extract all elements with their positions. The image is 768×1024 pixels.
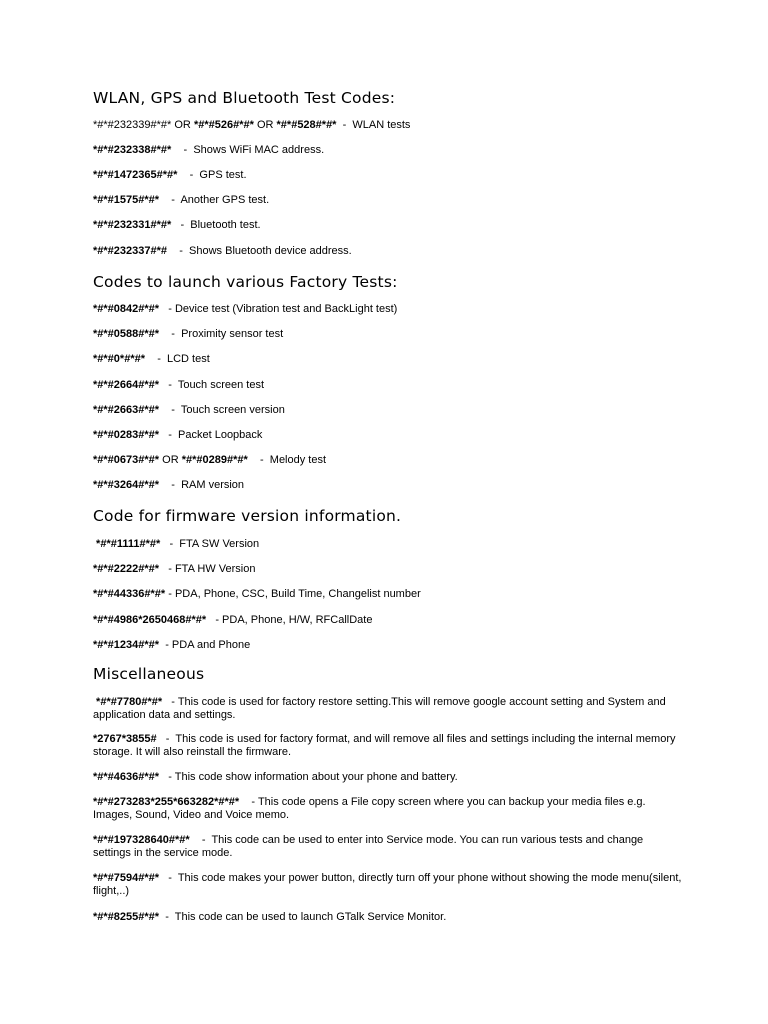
description: - GPS test. (177, 169, 247, 181)
code: *#*#1111#*#* (93, 538, 161, 550)
description: - Shows Bluetooth device address. (167, 245, 352, 257)
code-paragraph (93, 696, 683, 722)
description: - PDA and Phone (159, 639, 251, 651)
code-line (93, 614, 372, 627)
code: *#*#4986*2650468#*#* (93, 614, 207, 626)
code-paragraph (93, 733, 683, 759)
description: - This code can be used to enter into Service mode. You can run various tests and change settings in the service mode. (93, 834, 647, 859)
description: - WLAN tests (336, 119, 411, 131)
code-line (93, 245, 352, 258)
description: - LCD test (145, 353, 210, 365)
section-heading-firmware: Code for firmware version information. (93, 507, 402, 525)
code-paragraph (93, 911, 683, 924)
code: *#*#2222#*#* (93, 563, 160, 575)
code: *#*#0588#*#* (93, 328, 160, 340)
code-line (93, 404, 285, 417)
description: - Another GPS test. (159, 194, 270, 206)
description: - Bluetooth test. (171, 219, 261, 231)
code-line (93, 538, 259, 551)
code: *#*#2663#*#* (93, 404, 160, 416)
separator: OR (253, 119, 277, 131)
separator: OR (171, 119, 194, 131)
code-paragraph (93, 872, 683, 898)
code: *#*#2664#*#* (93, 379, 160, 391)
separator: OR (159, 454, 182, 466)
code: *#*#1575#*#* (93, 194, 160, 206)
code: *#*#4636#*#* (93, 771, 160, 783)
code-line (93, 429, 262, 442)
section-heading-miscellaneous: Miscellaneous (93, 665, 205, 683)
code-line (93, 328, 283, 341)
description: - PDA, Phone, CSC, Build Time, Changelist number (165, 588, 421, 600)
description: - Device test (Vibration test and BackLight test) (159, 303, 398, 315)
code: *#*#8255#*#* (93, 911, 160, 923)
section-heading-factory-tests: Codes to launch various Factory Tests: (93, 273, 398, 291)
code: *#*#0289#*#* (181, 454, 248, 466)
code: *#*#7780#*#* (93, 696, 163, 708)
code-paragraph (93, 796, 683, 822)
description: - This code show information about your phone and battery. (159, 771, 458, 783)
code-paragraph (93, 834, 683, 860)
description: - This code is used for factory format, and will remove all files and settings including the internal memory storage. It will also reinstall the firmware. (93, 733, 679, 758)
code-line (93, 144, 324, 157)
code-line (93, 353, 210, 366)
code: *#*#232339#*#* (93, 119, 172, 131)
description: - This code is used for factory restore setting.This will remove google account setting and System and application data and settings. (93, 696, 669, 721)
code: *#*#273283*255*663282*#*#* (93, 796, 240, 808)
code-line (93, 563, 255, 576)
code: *#*#3264#*#* (93, 479, 160, 491)
code: *#*#197328640#*#* (93, 834, 190, 846)
code-line-melody-test (93, 454, 326, 467)
code-line (93, 219, 261, 232)
code: *#*#232337#*# (93, 245, 168, 257)
description: - PDA, Phone, H/W, RFCallDate (206, 614, 373, 626)
description: - Melody test (247, 454, 327, 466)
code: *#*#0673#*#* (93, 454, 160, 466)
code-line (93, 479, 244, 492)
code: *#*#0*#*#* (93, 353, 145, 365)
description: - This code can be used to launch GTalk Service Monitor. (159, 911, 447, 923)
description: - Packet Loopback (159, 429, 263, 441)
code-paragraph (93, 771, 683, 784)
code-line-wlan-tests (93, 119, 410, 132)
code: *#*#528#*#* (276, 119, 337, 131)
code: *#*#526#*#* (193, 119, 254, 131)
code: *#*#232331#*#* (93, 219, 172, 231)
description: - This code makes your power button, directly turn off your phone without showing the mode menu(silent, flight,..) (93, 872, 685, 897)
code: *#*#1234#*#* (93, 639, 160, 651)
code: *#*#44336#*#* (93, 588, 166, 600)
code: *#*#0842#*#* (93, 303, 160, 315)
code: *#*#232338#*#* (93, 144, 172, 156)
code-line (93, 169, 247, 182)
code-line (93, 639, 250, 652)
description: - Proximity sensor test (159, 328, 284, 340)
section-heading-wlan: WLAN, GPS and Bluetooth Test Codes: (93, 89, 396, 107)
description: - FTA SW Version (160, 538, 260, 550)
description: - This code opens a File copy screen where you can backup your media files e.g. Images, Sound, Video and Voice memo. (93, 796, 649, 821)
description: - Touch screen version (159, 404, 285, 416)
code-line (93, 588, 421, 601)
code: *#*#0283#*#* (93, 429, 160, 441)
description: - Touch screen test (159, 379, 265, 391)
description: - RAM version (159, 479, 245, 491)
description: - FTA HW Version (159, 563, 256, 575)
code-line (93, 303, 397, 316)
code-line (93, 379, 264, 392)
description: - Shows WiFi MAC address. (171, 144, 325, 156)
code: *2767*3855# (93, 733, 157, 745)
code-line (93, 194, 269, 207)
code: *#*#1472365#*#* (93, 169, 178, 181)
code: *#*#7594#*#* (93, 872, 160, 884)
